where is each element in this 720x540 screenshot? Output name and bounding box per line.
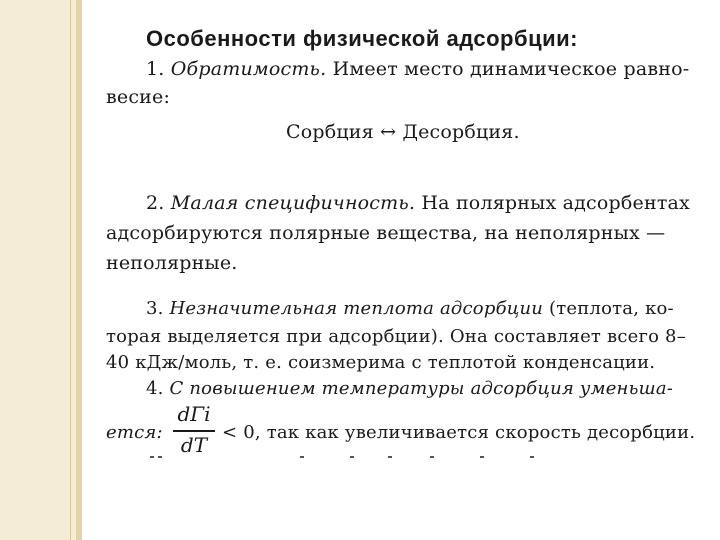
item-number: 3.	[146, 298, 164, 319]
sidebar-stripe	[76, 0, 82, 540]
item-number: 1.	[146, 58, 165, 80]
item-number: 4.	[146, 378, 164, 399]
item-term: Незначительная теплота адсорбции	[169, 298, 544, 319]
paragraph-4-cont-term: ется:	[106, 422, 163, 443]
paragraph-4-line-1	[146, 378, 673, 399]
derivative-fraction	[171, 402, 217, 458]
paragraph-3-line-3: 40 кДж/моль, т. е. соизмерима с теплотой конденсации.	[106, 352, 656, 373]
paragraph-3-line-1	[146, 298, 674, 319]
fraction-bar	[173, 430, 215, 432]
item-text: так как увеличивается скорость десорбции.	[266, 422, 696, 443]
paragraph-3-line-2: торая выделяется при адсорбции). Она составляет всего 8–	[106, 326, 686, 347]
item-number: 2.	[146, 192, 165, 214]
fraction-denominator: dT	[180, 433, 208, 457]
paragraph-2-line-2: адсорбируются полярные вещества, на неполярных —	[106, 222, 666, 244]
item-text: (теплота, ко-	[549, 298, 674, 319]
page-title: Особенности физической адсорбции:	[146, 26, 578, 51]
inequality: < 0,	[222, 422, 261, 443]
item-text: На полярных адсорбентах	[421, 192, 690, 214]
equation: Сорбция ↔ Десорбция.	[286, 121, 520, 143]
paragraph-4-line-2	[222, 422, 695, 443]
item-term: С повышением температуры адсорбция уменьша-	[169, 378, 674, 399]
item-term: Обратимость.	[170, 58, 327, 80]
cut-off-text-line	[150, 454, 550, 460]
item-text: Имеет место динамическое равно-	[332, 58, 690, 80]
paragraph-1-line-2: весие:	[106, 86, 171, 108]
paragraph-2-line-3: неполярные.	[106, 252, 238, 274]
sidebar-divider	[70, 0, 71, 540]
paragraph-1-line-1	[146, 58, 689, 80]
decorative-sidebar	[0, 0, 76, 540]
fraction-numerator: dΓi	[177, 402, 211, 426]
item-term: Малая специфичность.	[170, 192, 416, 214]
paragraph-2-line-1	[146, 192, 690, 214]
